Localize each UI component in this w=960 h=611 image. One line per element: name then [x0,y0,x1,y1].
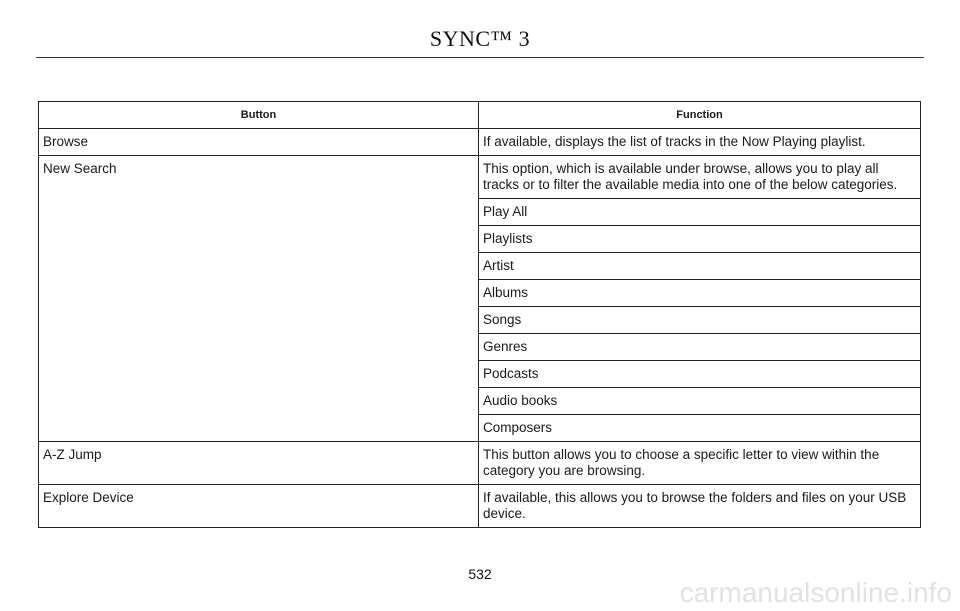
function-cell: This button allows you to choose a specific letter to view within the category you are browsing. [479,442,921,485]
option-cell: Play All [479,199,921,226]
button-cell: Browse [39,129,479,156]
option-cell: Audio books [479,388,921,415]
option-cell: Podcasts [479,361,921,388]
table-row [39,442,921,485]
option-cell: Artist [479,253,921,280]
button-cell: New Search [39,156,479,442]
option-cell: Albums [479,280,921,307]
column-header-function: Function [479,102,921,129]
button-cell: Explore Device [39,485,479,528]
option-cell: Playlists [479,226,921,253]
option-cell: Composers [479,415,921,442]
table-header-row [39,102,921,129]
table-row [39,156,921,199]
page-number: 532 [468,566,492,582]
function-cell: This option, which is available under browse, allows you to play all tracks or to filter the available media into one of the below categories. [479,156,921,199]
watermark-text: carmanualsonline.info [679,577,952,608]
page-title: SYNC™ 3 [429,26,531,51]
table-row [39,129,921,156]
function-cell: If available, this allows you to browse the folders and files on your USB device. [479,485,921,528]
column-header-button: Button [39,102,479,129]
button-function-table [38,101,921,528]
function-cell: If available, displays the list of tracks in the Now Playing playlist. [479,129,921,156]
option-cell: Genres [479,334,921,361]
header-divider [36,57,924,58]
button-cell: A-Z Jump [39,442,479,485]
option-cell: Songs [479,307,921,334]
table-row [39,485,921,528]
